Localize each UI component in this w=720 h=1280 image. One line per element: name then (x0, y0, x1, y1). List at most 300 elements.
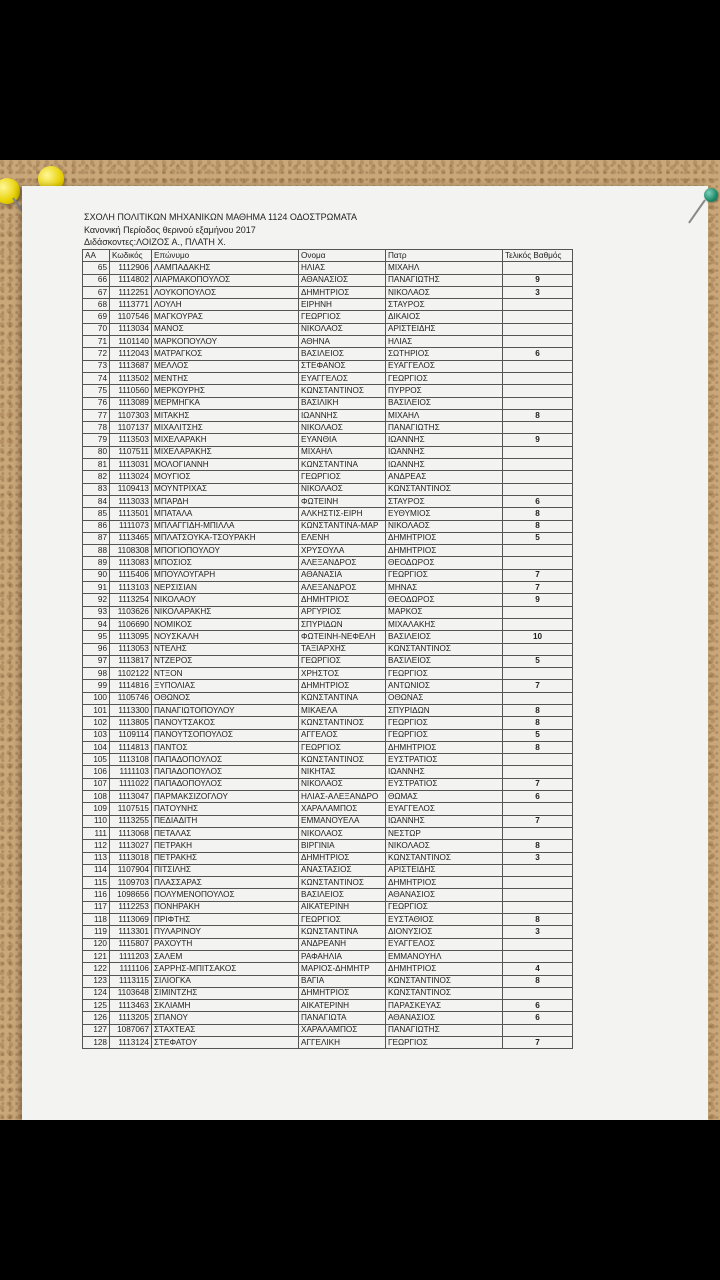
cell-father-name: ΑΘΑΝΑΣΙΟΣ (386, 889, 503, 901)
cell-aa: 112 (83, 840, 110, 852)
cell-code: 1107515 (110, 803, 152, 815)
cell-surname: ΣΑΡΡΗΣ-ΜΠΙΤΣΑΚΟΣ (152, 963, 299, 975)
cell-code: 1113465 (110, 532, 152, 544)
cell-final-grade: 9 (503, 274, 573, 286)
cell-final-grade (503, 336, 573, 348)
cell-final-grade (503, 864, 573, 876)
cell-surname: ΝΙΚΟΛΑΡΑΚΗΣ (152, 606, 299, 618)
table-row (83, 409, 573, 421)
column-header-aa: ΑΑ (83, 250, 110, 262)
cell-aa: 99 (83, 680, 110, 692)
cell-final-grade (503, 1024, 573, 1036)
table-row (83, 704, 573, 716)
table-row (83, 569, 573, 581)
cell-father-name: ΒΑΣΙΛΕΙΟΣ (386, 397, 503, 409)
cell-father-name: ΜΑΡΚΟΣ (386, 606, 503, 618)
cell-father-name: ΓΕΩΡΓΙΟΣ (386, 668, 503, 680)
cell-code: 1113047 (110, 791, 152, 803)
table-row (83, 446, 573, 458)
cell-aa: 67 (83, 286, 110, 298)
cell-surname: ΠΑΠΑΔΟΠΟΥΛΟΣ (152, 754, 299, 766)
cell-surname: ΜΑΝΟΣ (152, 323, 299, 335)
cell-aa: 100 (83, 692, 110, 704)
table-row (83, 299, 573, 311)
cell-final-grade: 6 (503, 1012, 573, 1024)
cell-name: ΔΗΜΗΤΡΙΟΣ (299, 594, 386, 606)
cell-aa: 83 (83, 483, 110, 495)
cell-surname: ΜΠΑΤΑΛΑ (152, 508, 299, 520)
cell-father-name: ΒΑΣΙΛΕΙΟΣ (386, 655, 503, 667)
cell-father-name: ΠΑΡΑΣΚΕΥΑΣ (386, 1000, 503, 1012)
cell-surname: ΣΠΑΝΟΥ (152, 1012, 299, 1024)
table-row (83, 926, 573, 938)
cell-code: 1111073 (110, 520, 152, 532)
cell-name: ΓΕΩΡΓΙΟΣ (299, 914, 386, 926)
cell-code: 1107546 (110, 311, 152, 323)
table-row (83, 495, 573, 507)
cell-code: 1113817 (110, 655, 152, 667)
cell-surname: ΝΤΖΕΡΟΣ (152, 655, 299, 667)
cell-code: 1113503 (110, 434, 152, 446)
cell-final-grade: 5 (503, 532, 573, 544)
cell-name: ΤΑΞΙΑΡΧΗΣ (299, 643, 386, 655)
table-row (83, 889, 573, 901)
cell-aa: 103 (83, 729, 110, 741)
table-row (83, 778, 573, 790)
cell-father-name: ΘΕΟΔΩΡΟΣ (386, 594, 503, 606)
cell-final-grade (503, 668, 573, 680)
table-row (83, 1037, 573, 1049)
cell-aa: 105 (83, 754, 110, 766)
cell-surname: ΜΕΛΛΟΣ (152, 360, 299, 372)
cell-final-grade (503, 901, 573, 913)
cell-father-name: ΕΥΣΤΡΑΤΙΟΣ (386, 778, 503, 790)
table-row (83, 643, 573, 655)
cell-father-name: ΓΕΩΡΓΙΟΣ (386, 901, 503, 913)
table-row (83, 631, 573, 643)
cell-surname: ΡΑΧΟΥΤΗ (152, 938, 299, 950)
cell-final-grade (503, 557, 573, 569)
cell-code: 1114813 (110, 741, 152, 753)
cell-final-grade: 6 (503, 348, 573, 360)
cell-final-grade (503, 360, 573, 372)
cell-name: ΔΗΜΗΤΡΙΟΣ (299, 987, 386, 999)
cell-final-grade: 8 (503, 508, 573, 520)
cell-code: 1113124 (110, 1037, 152, 1049)
cell-code: 1113103 (110, 582, 152, 594)
cell-surname: ΠΟΝΗΡΑΚΗ (152, 901, 299, 913)
cell-name: ΝΙΚΟΛΑΟΣ (299, 483, 386, 495)
cell-name: ΑΛΚΗΣΤΙΣ-ΕΙΡΗ (299, 508, 386, 520)
cell-surname: ΠΟΛΥΜΕΝΟΠΟΥΛΟΣ (152, 889, 299, 901)
cell-surname: ΠΑΝΑΓΙΩΤΟΠΟΥΛΟΥ (152, 704, 299, 716)
cell-surname: ΣΤΑΧΤΕΑΣ (152, 1024, 299, 1036)
cell-name: ΜΙΚΑΕΛΑ (299, 704, 386, 716)
cell-code: 1113502 (110, 372, 152, 384)
table-row (83, 1012, 573, 1024)
cell-final-grade: 7 (503, 1037, 573, 1049)
cell-aa: 74 (83, 372, 110, 384)
cell-code: 1114816 (110, 680, 152, 692)
cell-aa: 86 (83, 520, 110, 532)
cell-father-name: ΣΤΑΥΡΟΣ (386, 299, 503, 311)
table-row (83, 840, 573, 852)
cell-name: ΚΩΝΣΤΑΝΤΙΝΑ (299, 459, 386, 471)
cell-father-name: ΚΩΝΣΤΑΝΤΙΝΟΣ (386, 975, 503, 987)
cell-final-grade (503, 372, 573, 384)
table-row (83, 717, 573, 729)
cell-father-name: ΔΗΜΗΤΡΙΟΣ (386, 532, 503, 544)
cell-code: 1098656 (110, 889, 152, 901)
cell-father-name: ΕΥΣΤΡΑΤΙΟΣ (386, 754, 503, 766)
cell-final-grade (503, 262, 573, 274)
cell-father-name: ΔΙΟΝΥΣΙΟΣ (386, 926, 503, 938)
cell-final-grade: 3 (503, 286, 573, 298)
cell-code: 1113301 (110, 926, 152, 938)
cell-code: 1112043 (110, 348, 152, 360)
cell-final-grade: 3 (503, 926, 573, 938)
cell-name: ΑΓΓΕΛΟΣ (299, 729, 386, 741)
cell-code: 1110560 (110, 385, 152, 397)
cell-code: 1113053 (110, 643, 152, 655)
cell-father-name: ΑΝΔΡΕΑΣ (386, 471, 503, 483)
cell-father-name: ΜΗΝΑΣ (386, 582, 503, 594)
table-row (83, 459, 573, 471)
cell-final-grade: 8 (503, 975, 573, 987)
cell-final-grade (503, 545, 573, 557)
table-row (83, 950, 573, 962)
cell-father-name: ΑΝΤΩΝΙΟΣ (386, 680, 503, 692)
cell-name: ΒΑΣΙΛΕΙΟΣ (299, 348, 386, 360)
cell-father-name: ΙΩΑΝΝΗΣ (386, 815, 503, 827)
cell-father-name: ΣΠΥΡΙΔΩΝ (386, 704, 503, 716)
cell-final-grade: 7 (503, 778, 573, 790)
cell-surname: ΠΥΛΑΡΙΝΟΥ (152, 926, 299, 938)
cell-father-name: ΙΩΑΝΝΗΣ (386, 459, 503, 471)
cell-name: ΑΙΚΑΤΕΡΙΝΗ (299, 901, 386, 913)
cell-father-name: ΕΥΑΓΓΕΛΟΣ (386, 360, 503, 372)
column-header-name: Ονομα (299, 250, 386, 262)
cell-name: ΧΑΡΑΛΑΜΠΟΣ (299, 1024, 386, 1036)
cell-surname: ΣΙΜΙΝΤΖΗΣ (152, 987, 299, 999)
table-row (83, 594, 573, 606)
cell-final-grade (503, 643, 573, 655)
document-header (84, 211, 554, 249)
column-header-final-grade: Τελικός Βαθμός (503, 250, 573, 262)
cell-aa: 115 (83, 877, 110, 889)
cell-father-name: ΓΕΩΡΓΙΟΣ (386, 729, 503, 741)
cell-father-name: ΜΙΧΑΗΛ (386, 262, 503, 274)
cell-father-name: ΙΩΑΝΝΗΣ (386, 446, 503, 458)
cell-name: ΑΡΓΥΡΙΟΣ (299, 606, 386, 618)
cell-name: ΧΡΥΣΟΥΛΑ (299, 545, 386, 557)
cell-aa: 104 (83, 741, 110, 753)
cell-surname: ΜΑΤΡΑΓΚΟΣ (152, 348, 299, 360)
cell-father-name: ΚΩΝΣΤΑΝΤΙΝΟΣ (386, 483, 503, 495)
cell-aa: 73 (83, 360, 110, 372)
cell-aa: 91 (83, 582, 110, 594)
cell-code: 1112253 (110, 901, 152, 913)
cell-surname: ΜΕΡΚΟΥΡΗΣ (152, 385, 299, 397)
cell-father-name: ΓΕΩΡΓΙΟΣ (386, 569, 503, 581)
cell-surname: ΣΑΛΕΜ (152, 950, 299, 962)
cell-surname: ΛΑΜΠΑΔΑΚΗΣ (152, 262, 299, 274)
cell-surname: ΜΟΥΓΙΟΣ (152, 471, 299, 483)
cell-father-name: ΙΩΑΝΝΗΣ (386, 766, 503, 778)
cell-surname: ΛΟΥΚΟΠΟΥΛΟΣ (152, 286, 299, 298)
cell-final-grade (503, 385, 573, 397)
cell-code: 1113501 (110, 508, 152, 520)
cell-aa: 108 (83, 791, 110, 803)
cell-code: 1101140 (110, 336, 152, 348)
cell-name: ΚΩΝΣΤΑΝΤΙΝΟΣ (299, 717, 386, 729)
table-row (83, 286, 573, 298)
table-row (83, 360, 573, 372)
table-row (83, 815, 573, 827)
table-row (83, 975, 573, 987)
cell-aa: 75 (83, 385, 110, 397)
cell-aa: 85 (83, 508, 110, 520)
cell-surname: ΝΤΕΛΗΣ (152, 643, 299, 655)
cell-name: ΕΛΕΝΗ (299, 532, 386, 544)
cell-name: ΕΥΑΓΓΕΛΟΣ (299, 372, 386, 384)
cell-final-grade (503, 618, 573, 630)
cell-father-name: ΠΑΝΑΓΙΩΤΗΣ (386, 1024, 503, 1036)
cell-father-name: ΕΥΑΓΓΕΛΟΣ (386, 803, 503, 815)
cell-surname: ΠΑΤΟΥΝΗΣ (152, 803, 299, 815)
cell-aa: 88 (83, 545, 110, 557)
cell-code: 1103648 (110, 987, 152, 999)
table-row (83, 397, 573, 409)
cell-code: 1107137 (110, 422, 152, 434)
cell-code: 1111203 (110, 950, 152, 962)
cell-aa: 110 (83, 815, 110, 827)
cell-name: ΣΠΥΡΙΔΩΝ (299, 618, 386, 630)
cell-surname: ΜΑΓΚΟΥΡΑΣ (152, 311, 299, 323)
table-row (83, 422, 573, 434)
exam-period: Κανονική Περίοδος θερινού εξαμήνου 2017 (84, 224, 256, 235)
cell-code: 1102122 (110, 668, 152, 680)
table-row (83, 323, 573, 335)
cell-father-name: ΚΩΝΣΤΑΝΤΙΝΟΣ (386, 852, 503, 864)
cell-code: 1106690 (110, 618, 152, 630)
cell-name: ΚΩΝΣΤΑΝΤΙΝΑ (299, 692, 386, 704)
cell-aa: 70 (83, 323, 110, 335)
cell-father-name: ΝΙΚΟΛΑΟΣ (386, 520, 503, 532)
cell-father-name: ΟΘΩΝΑΣ (386, 692, 503, 704)
cell-aa: 72 (83, 348, 110, 360)
cell-aa: 80 (83, 446, 110, 458)
cell-name: ΒΑΣΙΛΙΚΗ (299, 397, 386, 409)
cell-aa: 113 (83, 852, 110, 864)
cell-surname: ΠΛΑΣΣΑΡΑΣ (152, 877, 299, 889)
table-row (83, 582, 573, 594)
cell-father-name: ΑΡΙΣΤΕΙΔΗΣ (386, 323, 503, 335)
table-row (83, 471, 573, 483)
cell-aa: 120 (83, 938, 110, 950)
cell-final-grade (503, 754, 573, 766)
table-row (83, 434, 573, 446)
cell-surname: ΜΠΟΓΙΟΠΟΥΛΟΥ (152, 545, 299, 557)
cell-final-grade: 6 (503, 1000, 573, 1012)
cell-code: 1113205 (110, 1012, 152, 1024)
cell-aa: 90 (83, 569, 110, 581)
cell-aa: 111 (83, 827, 110, 839)
cell-father-name: ΔΗΜΗΤΡΙΟΣ (386, 877, 503, 889)
cell-name: ΔΗΜΗΤΡΙΟΣ (299, 680, 386, 692)
cell-father-name: ΘΕΟΔΩΡΟΣ (386, 557, 503, 569)
table-row (83, 532, 573, 544)
cell-aa: 121 (83, 950, 110, 962)
cell-father-name: ΝΙΚΟΛΑΟΣ (386, 286, 503, 298)
cell-father-name: ΙΩΑΝΝΗΣ (386, 434, 503, 446)
cell-name: ΙΩΑΝΝΗΣ (299, 409, 386, 421)
cell-surname: ΠΙΤΣΙΛΗΣ (152, 864, 299, 876)
cell-name: ΓΕΩΡΓΙΟΣ (299, 741, 386, 753)
cell-father-name: ΒΑΣΙΛΕΙΟΣ (386, 631, 503, 643)
cell-name: ΑΛΕΞΑΝΔΡΟΣ (299, 582, 386, 594)
cell-father-name: ΔΗΜΗΤΡΙΟΣ (386, 545, 503, 557)
cell-name: ΑΝΔΡΕΑΝΗ (299, 938, 386, 950)
cell-final-grade (503, 483, 573, 495)
cell-code: 1111103 (110, 766, 152, 778)
cell-father-name: ΚΩΝΣΤΑΝΤΙΝΟΣ (386, 987, 503, 999)
table-row (83, 483, 573, 495)
cell-code: 1113255 (110, 815, 152, 827)
cell-surname: ΠΕΤΑΛΑΣ (152, 827, 299, 839)
cell-final-grade: 3 (503, 852, 573, 864)
cell-father-name: ΠΑΝΑΓΙΩΤΗΣ (386, 422, 503, 434)
table-row (83, 864, 573, 876)
cell-name: ΑΘΑΝΑΣΙΟΣ (299, 274, 386, 286)
cell-aa: 71 (83, 336, 110, 348)
cell-surname: ΝΟΥΣΚΑΛΗ (152, 631, 299, 643)
cell-final-grade: 9 (503, 594, 573, 606)
table-row (83, 754, 573, 766)
table-row (83, 827, 573, 839)
cell-final-grade: 9 (503, 434, 573, 446)
cell-final-grade (503, 397, 573, 409)
table-row (83, 520, 573, 532)
table-row (83, 938, 573, 950)
table-row (83, 618, 573, 630)
cell-code: 1113687 (110, 360, 152, 372)
cell-name: ΝΙΚΟΛΑΟΣ (299, 323, 386, 335)
table-row (83, 557, 573, 569)
cell-aa: 101 (83, 704, 110, 716)
table-row (83, 741, 573, 753)
cell-surname: ΠΑΝΟΥΤΣΑΚΟΣ (152, 717, 299, 729)
cell-name: ΠΑΝΑΓΙΩΤΑ (299, 1012, 386, 1024)
cell-aa: 79 (83, 434, 110, 446)
cell-surname: ΜΠΑΡΔΗ (152, 495, 299, 507)
cell-aa: 94 (83, 618, 110, 630)
cell-father-name: ΗΛΙΑΣ (386, 336, 503, 348)
cell-father-name: ΣΩΤΗΡΙΟΣ (386, 348, 503, 360)
cell-final-grade: 7 (503, 815, 573, 827)
cell-aa: 77 (83, 409, 110, 421)
cell-final-grade (503, 889, 573, 901)
cell-father-name: ΕΜΜΑΝΟΥΗΛ (386, 950, 503, 962)
cell-code: 1112251 (110, 286, 152, 298)
cell-name: ΑΓΓΕΛΙΚΗ (299, 1037, 386, 1049)
cell-surname: ΜΠΟΣΙΟΣ (152, 557, 299, 569)
cell-aa: 116 (83, 889, 110, 901)
table-row (83, 274, 573, 286)
cell-aa: 107 (83, 778, 110, 790)
cell-father-name: ΝΕΣΤΩΡ (386, 827, 503, 839)
cell-code: 1107511 (110, 446, 152, 458)
cell-aa: 66 (83, 274, 110, 286)
cell-father-name: ΜΙΧΑΛΑΚΗΣ (386, 618, 503, 630)
table-row (83, 262, 573, 274)
table-row (83, 1000, 573, 1012)
cell-final-grade: 7 (503, 680, 573, 692)
cell-father-name: ΕΥΑΓΓΕΛΟΣ (386, 938, 503, 950)
cell-code: 1111022 (110, 778, 152, 790)
cell-code: 1107904 (110, 864, 152, 876)
cell-code: 1109703 (110, 877, 152, 889)
cell-surname: ΜΕΡΜΗΓΚΑ (152, 397, 299, 409)
cell-surname: ΣΙΛΙΟΓΚΑ (152, 975, 299, 987)
cell-final-grade: 8 (503, 717, 573, 729)
cell-name: ΝΙΚΟΛΑΟΣ (299, 827, 386, 839)
cell-surname: ΠΑΡΜΑΚΣΙΖΟΓΛΟΥ (152, 791, 299, 803)
cell-code: 1113027 (110, 840, 152, 852)
cell-code: 1113115 (110, 975, 152, 987)
cell-final-grade (503, 459, 573, 471)
table-row (83, 987, 573, 999)
table-row (83, 606, 573, 618)
cell-code: 1113300 (110, 704, 152, 716)
cell-code: 1113018 (110, 852, 152, 864)
cell-father-name: ΠΑΝΑΓΙΩΤΗΣ (386, 274, 503, 286)
cell-father-name: ΔΙΚΑΙΟΣ (386, 311, 503, 323)
cell-surname: ΣΤΕΦΑΤΟΥ (152, 1037, 299, 1049)
cell-surname: ΝΟΜΙΚΟΣ (152, 618, 299, 630)
cell-code: 1115406 (110, 569, 152, 581)
cell-aa: 68 (83, 299, 110, 311)
cell-code: 1113083 (110, 557, 152, 569)
cell-surname: ΛΟΥΛΗ (152, 299, 299, 311)
cell-aa: 95 (83, 631, 110, 643)
cell-final-grade: 4 (503, 963, 573, 975)
cell-name: ΚΩΝΣΤΑΝΤΙΝΟΣ (299, 877, 386, 889)
cell-code: 1111106 (110, 963, 152, 975)
cell-aa: 96 (83, 643, 110, 655)
column-header-father-name: Πατρ (386, 250, 503, 262)
cell-final-grade: 6 (503, 495, 573, 507)
cell-name: ΜΑΡΙΟΣ-ΔΗΜΗΤΡ (299, 963, 386, 975)
cell-surname: ΠΑΝΤΟΣ (152, 741, 299, 753)
table-row (83, 545, 573, 557)
cell-surname: ΝΤΞΟΝ (152, 668, 299, 680)
table-row (83, 336, 573, 348)
cell-final-grade (503, 606, 573, 618)
cell-aa: 102 (83, 717, 110, 729)
cell-aa: 69 (83, 311, 110, 323)
cell-final-grade: 8 (503, 914, 573, 926)
cell-code: 1115807 (110, 938, 152, 950)
table-row (83, 877, 573, 889)
cell-father-name: ΑΘΑΝΑΣΙΟΣ (386, 1012, 503, 1024)
cell-father-name: ΔΗΜΗΤΡΙΟΣ (386, 963, 503, 975)
table-row (83, 791, 573, 803)
cell-code: 1103626 (110, 606, 152, 618)
cell-surname: ΣΚΛΙΑΜΗ (152, 1000, 299, 1012)
cell-father-name: ΑΡΙΣΤΕΙΔΗΣ (386, 864, 503, 876)
table-row (83, 963, 573, 975)
